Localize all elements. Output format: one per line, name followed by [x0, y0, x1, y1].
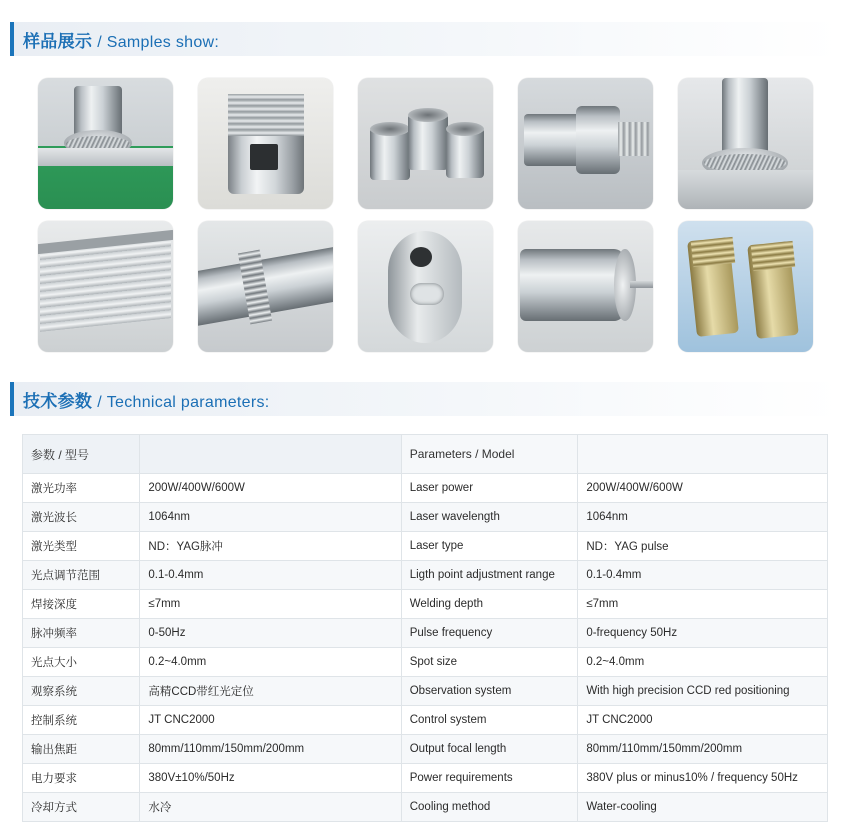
row-value-en: 0.1-0.4mm [578, 561, 828, 590]
row-value-en: ≤7mm [578, 590, 828, 619]
row-label-cn: 激光类型 [23, 532, 140, 561]
row-value-cn: 0.1-0.4mm [140, 561, 401, 590]
table-header-en-value [578, 435, 828, 474]
row-value-en: With high precision CCD red positioning [578, 677, 828, 706]
row-label-cn: 观察系统 [23, 677, 140, 706]
row-label-cn: 冷却方式 [23, 793, 140, 822]
row-label-en: Control system [401, 706, 578, 735]
row-value-en: 80mm/110mm/150mm/200mm [578, 735, 828, 764]
sample-photo [518, 221, 653, 352]
sample-photo [678, 78, 813, 209]
row-value-en: 380V plus or minus10% / frequency 50Hz [578, 764, 828, 793]
samples-header-title-cn: 样品展示 [23, 31, 93, 51]
row-value-en: JT CNC2000 [578, 706, 828, 735]
row-label-en: Pulse frequency [401, 619, 578, 648]
tech-header-title-cn: 技术参数 [23, 391, 93, 411]
sample-image-stainless-pipe-welded-to-plate [678, 78, 813, 209]
row-label-en: Laser type [401, 532, 578, 561]
row-label-en: Laser wavelength [401, 503, 578, 532]
table-row [23, 532, 828, 561]
row-value-cn: JT CNC2000 [140, 706, 401, 735]
samples-header-title-en: / Samples show: [97, 33, 220, 51]
tech-header-title [10, 387, 270, 412]
row-label-cn: 激光功率 [23, 474, 140, 503]
sample-photo [358, 221, 493, 352]
row-label-cn: 电力要求 [23, 764, 140, 793]
row-value-cn: 1064nm [140, 503, 401, 532]
row-label-en: Spot size [401, 648, 578, 677]
row-value-en: 200W/400W/600W [578, 474, 828, 503]
row-value-en: ND：YAG pulse [578, 532, 828, 561]
table-header-cn: 参数 / 型号 [23, 435, 140, 474]
row-label-cn: 控制系统 [23, 706, 140, 735]
table-row [23, 706, 828, 735]
row-value-en: 0-frequency 50Hz [578, 619, 828, 648]
sample-photo [198, 78, 333, 209]
row-label-cn: 光点调节范围 [23, 561, 140, 590]
row-label-en: Cooling method [401, 793, 578, 822]
row-label-cn: 焊接深度 [23, 590, 140, 619]
row-label-en: Observation system [401, 677, 578, 706]
row-label-cn: 光点大小 [23, 648, 140, 677]
row-value-en: Water-cooling [578, 793, 828, 822]
row-value-cn: 高精CCD带红光定位 [140, 677, 401, 706]
page-root [0, 22, 850, 814]
table-row [23, 503, 828, 532]
sample-image-cylindrical-canister-with-pin [518, 221, 653, 352]
row-value-cn: 380V±10%/50Hz [140, 764, 401, 793]
row-label-cn: 输出焦距 [23, 735, 140, 764]
row-label-en: Ligth point adjustment range [401, 561, 578, 590]
sample-image-two-brass-threaded-couplings [678, 221, 813, 352]
row-value-cn: 水冷 [140, 793, 401, 822]
sample-image-welded-tube-on-green-plate [38, 78, 173, 209]
row-value-cn: 0.2~4.0mm [140, 648, 401, 677]
sample-photo [518, 78, 653, 209]
sample-photo [678, 221, 813, 352]
row-label-cn: 脉冲频率 [23, 619, 140, 648]
tech-section-header [10, 382, 840, 416]
table-row [23, 735, 828, 764]
sample-photo [38, 221, 173, 352]
sample-image-chrome-hex-fitting-with-thread [518, 78, 653, 209]
samples-header-title [10, 27, 219, 52]
row-value-en: 1064nm [578, 503, 828, 532]
sample-image-threaded-steel-cylinder-with-square-hole [198, 78, 333, 209]
table-row [23, 474, 828, 503]
row-value-en: 0.2~4.0mm [578, 648, 828, 677]
tech-header-title-en: / Technical parameters: [97, 393, 270, 411]
sample-image-aluminum-heatsink-profile [38, 221, 173, 352]
row-label-en: Output focal length [401, 735, 578, 764]
sample-photo [38, 78, 173, 209]
row-value-cn: ≤7mm [140, 590, 401, 619]
tech-params-table-wrap [22, 434, 828, 822]
row-value-cn: 0-50Hz [140, 619, 401, 648]
table-header-row [23, 435, 828, 474]
table-row [23, 764, 828, 793]
table-row [23, 648, 828, 677]
sample-image-oval-flat-metal-part-with-slot [358, 221, 493, 352]
table-row [23, 590, 828, 619]
row-label-en: Power requirements [401, 764, 578, 793]
table-header-cn-value [140, 435, 401, 474]
row-label-en: Laser power [401, 474, 578, 503]
sample-photo [198, 221, 333, 352]
table-row [23, 619, 828, 648]
sample-image-three-metal-bushings [358, 78, 493, 209]
table-header-en: Parameters / Model [401, 435, 578, 474]
table-row [23, 561, 828, 590]
tech-params-table [22, 434, 828, 822]
row-label-cn: 激光波长 [23, 503, 140, 532]
samples-section-header [10, 22, 840, 56]
row-label-en: Welding depth [401, 590, 578, 619]
row-value-cn: 80mm/110mm/150mm/200mm [140, 735, 401, 764]
sample-image-pipe-with-spiral-weld-seam [198, 221, 333, 352]
samples-gallery [0, 78, 850, 352]
row-value-cn: 200W/400W/600W [140, 474, 401, 503]
table-row [23, 677, 828, 706]
row-value-cn: ND：YAG脉冲 [140, 532, 401, 561]
sample-photo [358, 78, 493, 209]
table-row [23, 793, 828, 822]
